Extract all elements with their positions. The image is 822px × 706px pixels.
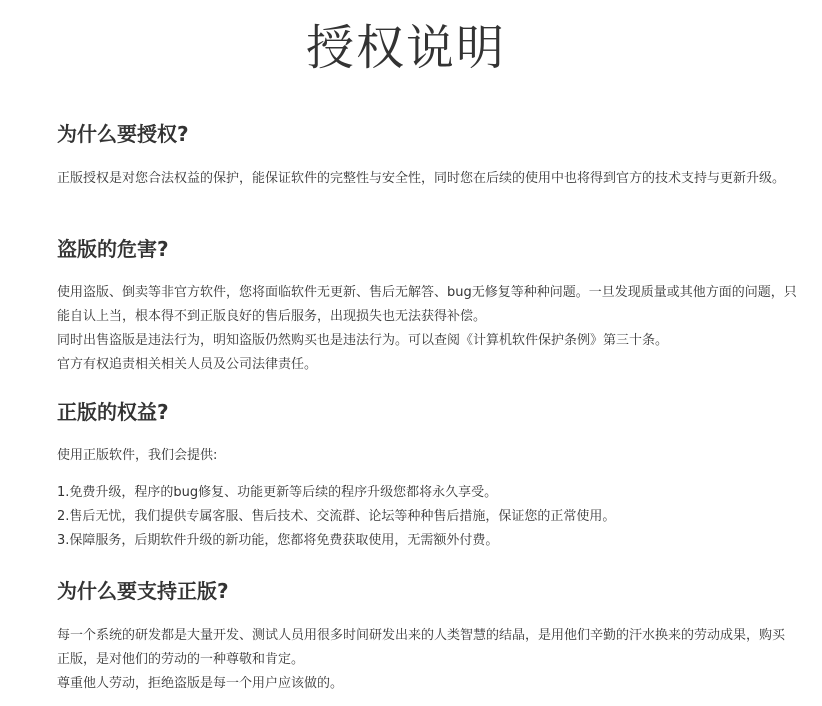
section-heading: 为什么要授权? <box>57 122 189 146</box>
section-why-license <box>57 119 797 191</box>
section-heading: 为什么要支持正版? <box>57 579 229 603</box>
section-intro: 使用正版软件，我们会提供: <box>57 448 218 463</box>
section-paragraph: 官方有权追责相关相关人员及公司法律责任。 <box>57 357 318 372</box>
section-paragraph: 每一个系统的研发都是大量开发、测试人员用很多时间研发出来的人类智慧的结晶，是用他们辛勤的汗水换来的劳动成果，购买正版，是对他们的劳动的一种尊敬和肯定。 <box>57 628 786 667</box>
section-genuine-rights <box>57 397 797 553</box>
page-title: 授权说明 <box>305 20 506 76</box>
list-item: 1.免费升级，程序的bug修复、功能更新等后续的程序升级您都将永久享受。 <box>57 485 498 500</box>
section-piracy-harm <box>57 234 797 377</box>
section-paragraph: 正版授权是对您合法权益的保护，能保证软件的完整性与安全性，同时您在后续的使用中也将得到官方的技术支持与更新升级。 <box>57 171 786 186</box>
section-heading: 正版的权益? <box>57 400 169 424</box>
section-support-genuine <box>57 576 797 696</box>
section-paragraph: 尊重他人劳动，拒绝盗版是每一个用户应该做的。 <box>57 676 344 691</box>
list-item: 2.售后无忧，我们提供专属客服、售后技术、交流群、论坛等种种售后措施，保证您的正常使用。 <box>57 509 616 524</box>
section-paragraph: 使用盗版、倒卖等非官方软件，您将面临软件无更新、售后无解答、bug无修复等种种问题。一旦发现质量或其他方面的问题，只能自认上当，根本得不到正版良好的售后服务，出现损失也无法获得补偿。 <box>57 285 797 324</box>
list-item: 3.保障服务，后期软件升级的新功能，您都将免费获取使用，无需额外付费。 <box>57 533 499 548</box>
section-heading: 盗版的危害? <box>57 237 169 261</box>
section-paragraph: 同时出售盗版是违法行为，明知盗版仍然购买也是违法行为。可以查阅《计算机软件保护条例》第三十条。 <box>57 333 669 348</box>
